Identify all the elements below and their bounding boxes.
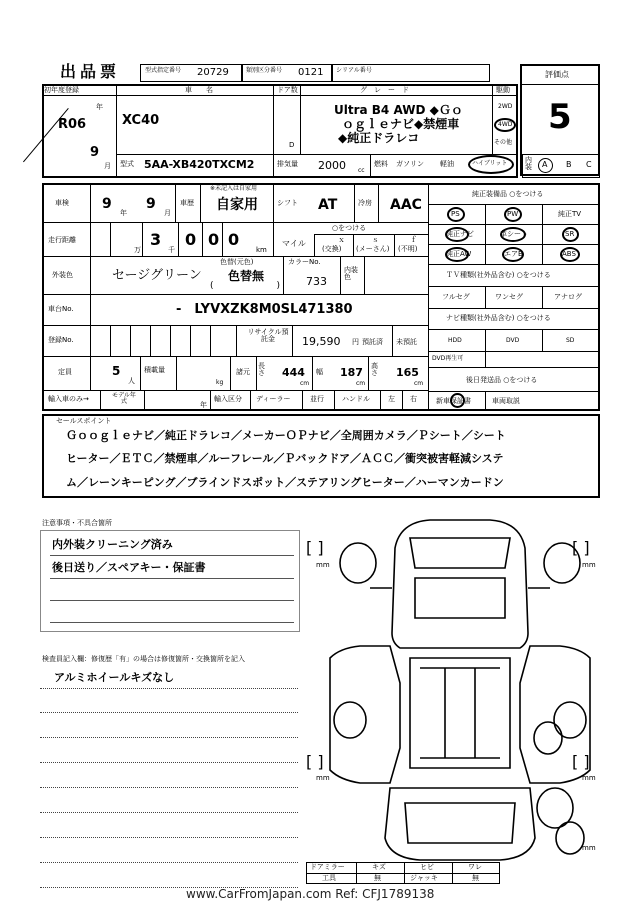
legend-tool: 工具 [322, 874, 336, 882]
tv-type-title: ＴＶ種類(社外品含む) ○をつける [446, 271, 551, 279]
tv-oneseg: ワンセグ [495, 293, 523, 301]
grade-line3: ◆純正ドラレコ [338, 131, 420, 145]
recycle-unit: 円 [352, 338, 359, 346]
capacity-value: 5 [112, 364, 121, 378]
handle-label: ハンドル [342, 395, 370, 403]
tv-fullseg: フルセグ [442, 293, 470, 301]
interior-color-label: 内装色 [344, 266, 358, 281]
mileage-label: 走行距離 [48, 236, 76, 244]
history-label: 車歴 [180, 199, 194, 207]
car-name-label: 車 名 [185, 86, 213, 94]
mm-rear-right: mm [582, 774, 596, 782]
legend-none2: 無 [472, 874, 479, 882]
grade-line2: ｏｇｌｅナビ◆禁煙車 [342, 117, 460, 131]
fuel-gas: ガソリン [396, 160, 424, 168]
equip-pw: PW [507, 210, 519, 218]
ac-value: AAC [390, 197, 422, 213]
drive-2wd: 2WD [498, 103, 513, 110]
car-name: XC40 [122, 113, 160, 128]
model-label: 型式 [120, 160, 134, 168]
mm-front-left: mm [316, 561, 330, 569]
width-unit: cm [356, 380, 366, 387]
mileage-sen: 千 [168, 246, 175, 254]
chassis-value: - LYVXZK8M0SL471380 [176, 302, 353, 317]
mm-bottom-right: mm [582, 844, 596, 852]
equip-abs: ABS [562, 250, 576, 258]
disp-unit: cc [358, 167, 365, 174]
sales-line2: ヒーター／ＥＴＣ／禁煙車／ルーフレール／Ｐバックドア／ＡＣＣ／衝突被害軽減システ [66, 452, 504, 465]
door-d: D [289, 141, 295, 149]
mileage-unknown-label: (不明) [398, 245, 418, 253]
shift-value: AT [318, 197, 338, 213]
mileage-man: 万 [134, 246, 141, 254]
height-label: 高さ [371, 362, 378, 377]
mileage-swap: ｘ [338, 236, 345, 244]
drive-other: その他 [494, 139, 513, 146]
mileage-unknown: ｆ [410, 236, 417, 244]
load-label: 積載量 [144, 366, 165, 374]
fuel-hybrid: ハイブリット [472, 160, 508, 167]
equip-navi: 純正ナビ [446, 230, 474, 238]
width-label: 幅 [316, 368, 323, 376]
navi-sd: SD [566, 337, 575, 344]
handle-right: 右 [410, 395, 417, 403]
len-value: 444 [282, 366, 305, 379]
mileage-d1: 0 [185, 230, 197, 249]
score-value: 5 [548, 97, 572, 137]
mm-front-right: mm [582, 561, 596, 569]
disp-value: 2000 [318, 159, 346, 172]
insp-year-unit: 年 [120, 209, 127, 217]
insp-label: 車検 [55, 199, 69, 207]
handle-left: 左 [388, 395, 395, 403]
mileage-unit: km [256, 246, 267, 254]
color-change: 色替無 [228, 269, 265, 283]
navi-hdd: HDD [448, 337, 462, 344]
tv-analog: アナログ [554, 293, 582, 301]
interior-label: 内装 [525, 156, 532, 171]
navi-type-title: ナビ種類(社外品含む) ○をつける [446, 314, 551, 322]
interior-c: C [586, 160, 592, 169]
notes-line2: 後日送り／スペアキー・保証書 [52, 561, 206, 574]
capacity-unit: 人 [128, 377, 135, 385]
height-value: 165 [396, 366, 419, 379]
mm-rear-left: mm [316, 774, 330, 782]
disp-label: 排気量 [277, 160, 298, 168]
sales-line1: Ｇｏｏｇｌｅナビ／純正ドラレコ／メーカーＯＰナビ／全周囲カメラ／Ｐシート／シート [66, 429, 506, 442]
legend-door: ドアミラー [310, 863, 345, 871]
later-title: 後日発送品 ○をつける [466, 376, 538, 384]
import-label: 輸入車のみ→ [48, 395, 89, 403]
color-paren: ( ) [210, 281, 281, 291]
notes-label: 注意事項・不具合箇所 [42, 519, 112, 527]
capacity-label: 定員 [58, 368, 72, 376]
notes-line1: 内外装クリーニング済み [52, 538, 173, 551]
equip-tv: 純正TV [558, 210, 582, 218]
mileage-note: ○をつける [332, 224, 367, 232]
recycle-label: リサイクル預託金 [247, 328, 289, 343]
equip-title: 純正装備品 ○をつける [472, 190, 544, 198]
reg-month-unit: 月 [104, 162, 111, 170]
equip-sr: SR [565, 230, 575, 238]
insp-month: 9 [146, 196, 156, 212]
legend-scratch: キズ [372, 863, 386, 871]
later-manual: 新車保証書 [436, 397, 471, 405]
equip-aw: 純正AW [446, 250, 472, 258]
import-year-unit: 年 [200, 401, 207, 409]
model-cert-label: 型式指定番号 [145, 67, 182, 74]
ac-label: 冷房 [358, 199, 372, 207]
equip-leather: 革シート [500, 230, 528, 238]
width-value: 187 [340, 366, 363, 379]
sales-label: セールスポイント [56, 417, 112, 425]
import-dealer: ディーラー [256, 395, 291, 403]
mileage-back: ｓ [372, 236, 379, 244]
regno-label: 登録No. [48, 336, 74, 344]
equip-airbag: エアB [504, 250, 523, 258]
recycle-deposited: 預託済 [362, 338, 383, 346]
later-manual2: 車両取説 [492, 397, 520, 405]
drive-4wd: 4WD [498, 121, 513, 128]
recycle-undeposited: 未預託 [396, 338, 417, 346]
mileage-d2: 0 [208, 230, 220, 249]
color-label: 外装色 [52, 271, 73, 279]
drive-label: 駆動 [496, 86, 510, 94]
sheet-title: 出品票 [60, 62, 121, 81]
legend-break: ワレ [468, 863, 482, 871]
category: 0121 [298, 67, 324, 78]
model-cert: 20729 [197, 67, 229, 78]
interior-b: B [566, 160, 572, 169]
import-type-label: 輸入区分 [214, 395, 242, 403]
reg-month: 9 [90, 145, 100, 160]
mileage-d3: 0 [228, 230, 240, 249]
insp-year: 9 [102, 196, 112, 212]
color-code: 733 [306, 275, 327, 288]
import-parallel: 並行 [310, 395, 324, 403]
inspector-line1: アルミホイールキズなし [54, 671, 175, 684]
reg-year: R06 [58, 117, 87, 132]
chassis-label: 車台No. [48, 305, 74, 313]
insp-month-unit: 月 [164, 209, 171, 217]
serial-label: シリアル番号 [336, 67, 372, 74]
dvd-play: DVD再生可 [432, 355, 464, 362]
legend-jack: ジャッキ [410, 874, 438, 882]
category-label: 類別区分番号 [246, 67, 283, 74]
doors-label: ドア数 [277, 86, 298, 94]
load-unit: kg [216, 379, 224, 386]
car-damage-diagram [300, 508, 620, 878]
mileage-mile: マイル [282, 239, 306, 248]
color-orig-label: 色替(元色) [220, 258, 254, 266]
equip-ps: PS [451, 210, 460, 218]
grade-label: グ レ ー ド [360, 86, 409, 94]
first-reg-label: 初年度登録 [44, 86, 79, 94]
sales-line3: ム／レーンキーピング／ブラインドスポット／ステアリングヒーター／ハーマンカードン [66, 476, 504, 489]
len-unit: cm [300, 380, 310, 387]
footer-watermark: www.CarFromJapan.com Ref: CFJ1789138 [186, 887, 435, 901]
color-name: セージグリーン [112, 268, 202, 283]
interior-a: A [542, 160, 548, 169]
fuel-label: 燃料 [374, 160, 388, 168]
score-label: 評価点 [545, 70, 569, 79]
model-year-label: モデル年式 [112, 392, 136, 405]
len-label: 長さ [258, 362, 265, 377]
legend-none1: 無 [374, 874, 381, 882]
history-note: ※未記入は自家用 [210, 185, 258, 192]
grade-line1: Ultra B4 AWD ◆Ｇｏ [334, 103, 463, 117]
height-unit: cm [414, 380, 424, 387]
mileage-swap-label: (交換) [322, 245, 342, 253]
shift-label: シフト [277, 199, 298, 207]
mileage-digit3: 3 [150, 230, 162, 249]
recycle-value: 19,590 [302, 335, 341, 348]
mileage-back-label: (メーさん) [356, 245, 390, 253]
fuel-light: 軽油 [440, 160, 454, 168]
model-code: 5AA-XB420TXCM2 [144, 158, 255, 171]
color-code-label: カラーNo. [288, 258, 321, 266]
inspector-label: 検査員記入欄：修復歴「有」の場合は修復箇所・交換箇所を記入 [42, 655, 245, 663]
dims-label: 諸元 [236, 368, 250, 376]
navi-dvd: DVD [506, 337, 520, 344]
legend-crack: ヒビ [420, 863, 434, 871]
history-value: 自家用 [216, 197, 258, 213]
reg-year-unit: 年 [96, 103, 103, 111]
